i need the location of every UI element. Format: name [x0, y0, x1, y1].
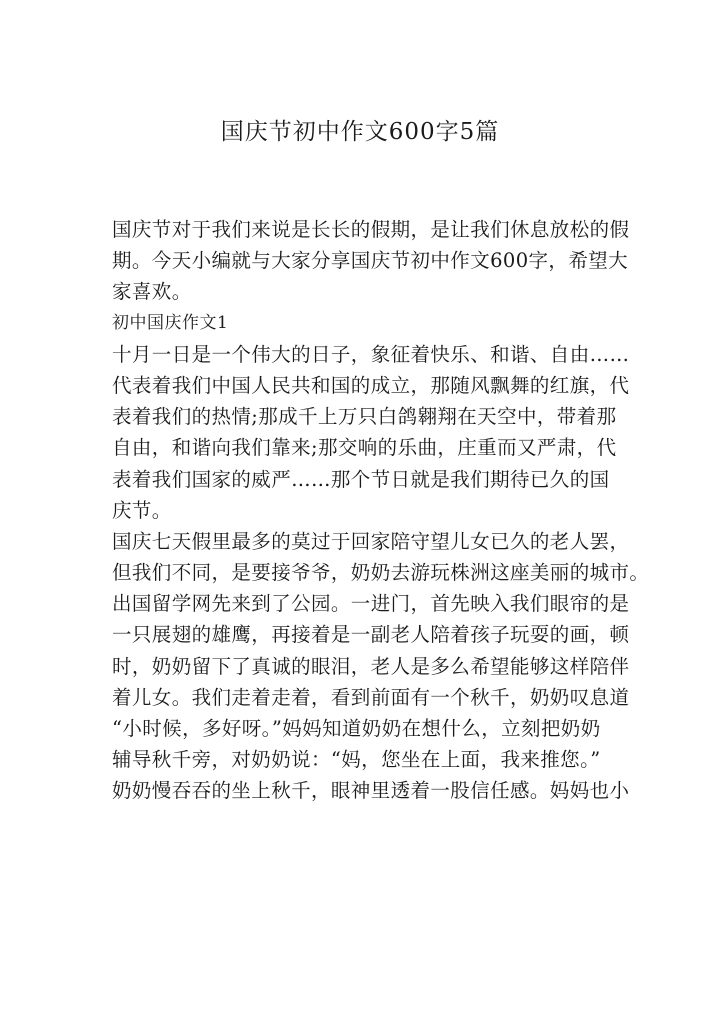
text-line: 但我们不同，是要接爷爷，奶奶去游玩株洲这座美丽的城市。 — [112, 561, 650, 585]
text-line: 代表着我们中国人民共和国的成立，那随风飘舞的红旗，代 — [112, 373, 630, 397]
text-line: “小时候，多好呀。”妈妈知道奶奶在想什么，立刻把奶奶 — [112, 717, 601, 740]
text-line: 家喜欢。 — [112, 280, 192, 304]
document-body — [112, 214, 650, 807]
section-heading: 初中国庆作文1 — [112, 312, 229, 333]
text-line: 表着我们的热情;那成千上万只白鸽翱翔在天空中，带着那 — [112, 405, 617, 429]
text-line: 出国留学网先来到了公园。一进门，首先映入我们眼帘的是 — [112, 592, 630, 616]
text-line: 时，奶奶留下了真诚的眼泪，老人是多么希望能够这样陪伴 — [112, 654, 630, 678]
text-line: 辅导秋千旁，对奶奶说：“妈，您坐在上面，我来推您。” — [112, 748, 601, 772]
text-line: 奶奶慢吞吞的坐上秋千，眼神里透着一股信任感。妈妈也小 — [112, 779, 630, 803]
text-line: 庆节。 — [112, 498, 172, 522]
document-title: 国庆节初中作文600字5篇 — [220, 119, 500, 145]
text-line: 国庆节对于我们来说是长长的假期，是让我们休息放松的假 — [112, 218, 630, 241]
text-line: 十月一日是一个伟大的日子，象征着快乐、和谐、自由…… — [112, 342, 630, 366]
text-line: 着儿女。我们走着走着，看到前面有一个秋千，奶奶叹息道 — [112, 685, 630, 709]
text-line: 表着我们国家的威严……那个节日就是我们期待已久的国 — [112, 467, 610, 491]
text-line: 期。今天小编就与大家分享国庆节初中作文600字，希望大 — [112, 249, 629, 273]
text-line: 国庆七天假里最多的莫过于回家陪守望儿女已久的老人罢， — [112, 529, 630, 553]
text-line: 自由，和谐向我们靠来;那交响的乐曲，庄重而又严肃，代 — [112, 436, 617, 460]
text-line: 一只展翅的雄鹰，再接着是一副老人陪着孩子玩耍的画，顿 — [112, 623, 630, 647]
